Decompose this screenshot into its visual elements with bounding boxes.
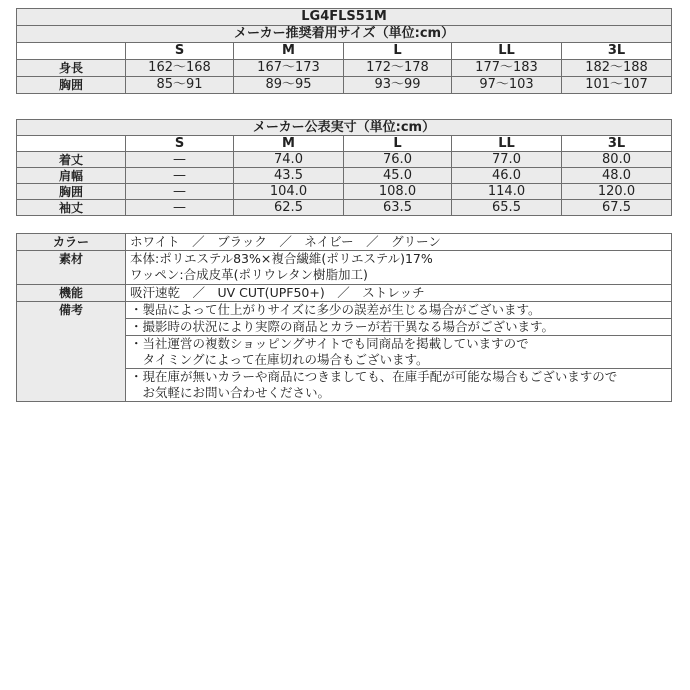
- table-cell: 101〜107: [562, 77, 672, 94]
- table-row: [17, 251, 672, 285]
- size-header: 3L: [562, 136, 672, 152]
- size-table-title: メーカー推奨着用サイズ（単位:cm）: [17, 26, 672, 43]
- note-item: [126, 336, 672, 369]
- row-label-chest: 胸囲: [17, 77, 126, 94]
- size-header: S: [126, 136, 234, 152]
- table-cell: 167〜173: [234, 60, 344, 77]
- size-header: S: [126, 43, 234, 60]
- table-row: [17, 152, 672, 168]
- table-cell: —: [126, 184, 234, 200]
- product-code: LG4FLS51M: [17, 9, 672, 26]
- recommended-size-table: [16, 8, 672, 94]
- measure-table-title: メーカー公表実寸（単位:cm）: [17, 120, 672, 136]
- table-cell: 89〜95: [234, 77, 344, 94]
- table-cell: 104.0: [234, 184, 344, 200]
- note-item: ・撮影時の状況により実際の商品とカラーが若干異なる場合がございます。: [126, 319, 672, 336]
- row-label-shoulder: 肩幅: [17, 168, 126, 184]
- size-header: M: [234, 136, 344, 152]
- table-cell: —: [126, 200, 234, 216]
- product-info-table: [16, 233, 672, 402]
- table-cell: 77.0: [452, 152, 562, 168]
- table-cell: 85〜91: [126, 77, 234, 94]
- table-cell: 93〜99: [344, 77, 452, 94]
- table-row: [17, 77, 672, 94]
- table-cell: 80.0: [562, 152, 672, 168]
- table-row: [17, 200, 672, 216]
- table-cell: 108.0: [344, 184, 452, 200]
- table-cell: 162〜168: [126, 60, 234, 77]
- note-line: ・現在庫が無いカラーや商品につきましても、在庫手配が可能な場合もございますので: [130, 369, 618, 384]
- size-header-blank: [17, 43, 126, 60]
- note-line: お気軽にお問い合わせください。: [130, 385, 331, 400]
- table-row: [17, 234, 672, 251]
- table-cell: 182〜188: [562, 60, 672, 77]
- size-header: L: [344, 43, 452, 60]
- table-row: [17, 184, 672, 200]
- note-line: ・当社運営の複数ショッピングサイトでも同商品を掲載していますので: [130, 336, 529, 351]
- table-row: [17, 60, 672, 77]
- table-cell: —: [126, 168, 234, 184]
- material-line: 本体:ポリエステル83%×複合繊維(ポリエステル)17%: [130, 251, 433, 266]
- table-cell: 97〜103: [452, 77, 562, 94]
- note-item: [126, 369, 672, 402]
- table-cell: 177〜183: [452, 60, 562, 77]
- row-label-height: 身長: [17, 60, 126, 77]
- row-label-length: 着丈: [17, 152, 126, 168]
- size-header: M: [234, 43, 344, 60]
- table-cell: 120.0: [562, 184, 672, 200]
- material-value: [126, 251, 672, 285]
- material-label: 素材: [17, 251, 126, 285]
- color-label: カラー: [17, 234, 126, 251]
- size-header: LL: [452, 136, 562, 152]
- table-cell: 114.0: [452, 184, 562, 200]
- size-header: 3L: [562, 43, 672, 60]
- table-cell: 76.0: [344, 152, 452, 168]
- table-cell: 48.0: [562, 168, 672, 184]
- table-cell: 62.5: [234, 200, 344, 216]
- row-label-sleeve: 袖丈: [17, 200, 126, 216]
- table-cell: 43.5: [234, 168, 344, 184]
- table-cell: 65.5: [452, 200, 562, 216]
- table-cell: 45.0: [344, 168, 452, 184]
- size-header: LL: [452, 43, 562, 60]
- table-row: [17, 285, 672, 302]
- material-line: ワッペン:合成皮革(ポリウレタン樹脂加工): [130, 267, 368, 282]
- table-row: [17, 168, 672, 184]
- size-header-blank: [17, 136, 126, 152]
- note-item: ・製品によって仕上がりサイズに多少の誤差が生じる場合がございます。: [126, 302, 672, 319]
- measurement-table: [16, 119, 672, 216]
- table-cell: —: [126, 152, 234, 168]
- size-header: L: [344, 136, 452, 152]
- table-cell: 74.0: [234, 152, 344, 168]
- table-cell: 172〜178: [344, 60, 452, 77]
- function-label: 機能: [17, 285, 126, 302]
- table-row: [17, 302, 672, 319]
- function-value: 吸汗速乾 ／ UV CUT(UPF50+) ／ ストレッチ: [126, 285, 672, 302]
- row-label-chest: 胸囲: [17, 184, 126, 200]
- table-cell: 46.0: [452, 168, 562, 184]
- note-line: タイミングによって在庫切れの場合もございます。: [130, 352, 429, 367]
- color-value: ホワイト ／ ブラック ／ ネイビー ／ グリーン: [126, 234, 672, 251]
- table-cell: 67.5: [562, 200, 672, 216]
- notes-label: 備考: [17, 302, 126, 402]
- table-cell: 63.5: [344, 200, 452, 216]
